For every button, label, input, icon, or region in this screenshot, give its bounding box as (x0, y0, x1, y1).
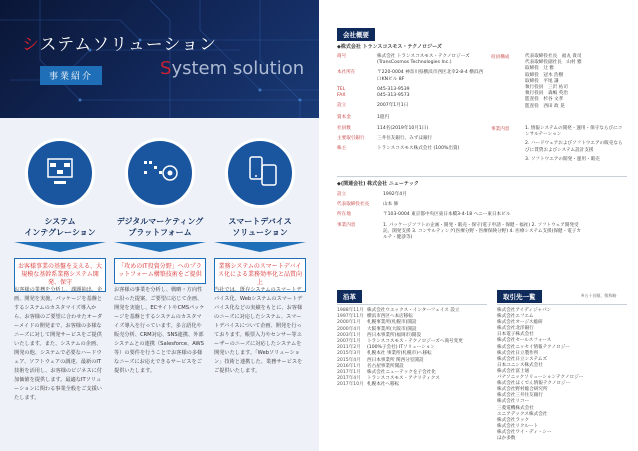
service-description: お客様の事業を分析し、戦略・方向性に沿った提案、ご要望に応じて企画、開発を実施し、ECサイトやCMSパッケージを基盤とするシステムのカスタマイズ導入を行っています。多言語化や販売分析、CRM対応、SNS連携、外部システムとの連携（Salesforce、AWS等）の要件を行うことでお客様の多様なニーズにお応えできるサービスをご提供いたします。 (114, 287, 205, 374)
officer-item: 監査役 杉谷 文孝 (525, 97, 564, 103)
officer-item: 監査役 西田 政 晃 (525, 103, 565, 109)
system-integration-icon (25, 138, 95, 208)
related-row (337, 223, 627, 242)
title-red-letter: シ (22, 35, 40, 55)
clients-list (497, 308, 629, 442)
client-item: 株式会社三井住友銀行 (497, 393, 543, 399)
digital-marketing-icon (125, 138, 195, 208)
history-year: 1988年11月 (337, 308, 364, 313)
service-title-line2: インテグレーション (24, 228, 96, 237)
officer-item: 取締役 平尾 謙 (525, 78, 559, 84)
business-item: 3. ソフトウエアの開発・運用・販売 (525, 156, 600, 162)
history-year: 2000年4月 (337, 326, 361, 332)
service-title-line2: ソリューション (232, 228, 288, 237)
related-row (337, 192, 627, 198)
history-text: 株式会社ウエックス・インターフェイス 設立 (367, 308, 460, 313)
company-name: ◆株式会社 トランスコスモス・テクノロジーズ (337, 44, 442, 50)
company-row (337, 126, 487, 132)
service-highlight: 「攻めのIT投資分野」へのプラットフォーム構築技術をご提供 (114, 258, 206, 284)
service-title-line2: プラットフォーム (128, 228, 192, 237)
related-company-name: ◆(関連会社) 株式会社 ニューテック (337, 181, 419, 187)
history-text: 西日本事業所(福岡市)開設 (367, 332, 422, 338)
client-item: 日本電子株式会社 (497, 332, 534, 338)
company-row (337, 70, 487, 82)
related-company-table (337, 192, 627, 241)
history-year: 2015年3月 (337, 351, 361, 357)
row-label: 社員数 (337, 125, 351, 131)
client-item: 株式会社富士通 (497, 368, 530, 374)
officer-item: 取締役 冠木 浩樹 (525, 72, 564, 78)
row-value: 〒103-0004 東京都中央区東日本橋3-4-18 ヘニー東日本ビル (383, 212, 511, 218)
history-text: 札幌事業所(札幌市)開設 (367, 320, 417, 326)
history-text: 札幌本社 事業所(札幌市)へ移転 (367, 351, 432, 357)
title-text: ステムソリューション (39, 35, 218, 55)
page-title (22, 30, 217, 55)
row-value: 三井住友銀行、みずほ銀行 (377, 135, 433, 141)
client-item: 株式会社エフエム (497, 314, 534, 320)
smart-device-icon (225, 138, 295, 208)
service-highlight: 業務システムのスマートデバイス化による業務効率化と品質向上 (214, 258, 306, 292)
row-label: 株主 (337, 146, 347, 152)
divider (337, 176, 627, 177)
officer-item: 代表取締役副社長 山村 雅 (525, 60, 582, 66)
history-text: 横浜市西区へ本店移転 (367, 314, 413, 320)
row-value: 114名(2019年10月1日) (377, 125, 429, 131)
row-value: トランスコスモス株式会社 (100%出資) (377, 146, 460, 152)
row-value: 株式会社 トランスコスモス・テクノロジーズ (TransCosmos Technologies Inc.) (377, 54, 470, 66)
business-item: 1. 情報システムの開発・運用・保守ならびにコンサルテーション (525, 126, 623, 138)
client-item: 株式会社野村総合研究所 (497, 387, 548, 393)
row-value: 2007年1月1日 (377, 103, 409, 109)
service-title (12, 216, 108, 238)
history-heading: 沿革 (337, 290, 362, 303)
row-label: 主要取引銀行 (337, 135, 365, 141)
client-item: 株式会社ワイ・ディ・シー (497, 429, 552, 435)
row-label: FAX (337, 93, 346, 99)
history-text: (100%子会社) ITソリューション (367, 345, 435, 351)
company-row (337, 93, 487, 99)
service-title (212, 216, 308, 238)
client-item: ユニアデックス株式会社 (497, 411, 548, 417)
history-year: 2016年1月 (337, 363, 361, 369)
history-year: 2011年2月 (337, 345, 361, 351)
english-heading-red-letter: S (160, 58, 172, 79)
row-label: TEL (337, 86, 346, 92)
officers-list (525, 54, 625, 110)
history-year: 1997年11月 (337, 314, 364, 320)
service-column-digital-marketing (112, 138, 208, 451)
company-row (337, 103, 487, 109)
row-value: 045-313-9539 (377, 86, 410, 92)
officer-item: 代表取締役社長 福丸 貴司 (525, 54, 582, 59)
client-item: 株式会社リコー (497, 399, 530, 405)
row-value: 1億円 (377, 115, 390, 121)
history-year: 2000年1月 (337, 320, 361, 326)
row-value: 045-313-9573 (377, 93, 410, 99)
row-value: 〒220-0004 神奈川県横浜市西区北幸2-8-4 横浜西口KNビル 8F (377, 70, 484, 82)
history-text: トランスコスモス・テクノロジーズへ商号変更 (367, 339, 463, 345)
client-item: 株式会社リクルート (497, 423, 539, 429)
row-label: 商号 (337, 54, 347, 59)
row-label: 設立 (337, 192, 347, 197)
officer-item: 執行役員 三沢 祐司 (525, 85, 568, 91)
company-row (337, 136, 487, 142)
english-heading-text: ystem solution (171, 58, 305, 79)
client-item: 株式会社日立システムズ (497, 356, 548, 362)
history-text: 株式会社ニューテックを子会社化 (367, 370, 436, 376)
clients-heading: 取引先一覧 (497, 290, 542, 303)
service-title (112, 216, 208, 238)
history-text: 西日本事業所 関西分室開設 (367, 357, 424, 363)
arrow-down-icon (214, 242, 306, 252)
officer-item: 執行役員 森嶋 英治 (525, 91, 568, 97)
arrow-down-icon (14, 242, 106, 252)
client-item: 株式会社北洋銀行 (497, 326, 534, 332)
business-item: 2. ハードウェアおよびソフトウエアの販売ならびに賃貸およびシステム設計支援 (525, 141, 623, 153)
company-overview-heading: 会社概要 (337, 28, 375, 41)
history-year: 2017年4月 (337, 376, 361, 382)
row-label: 所在地 (337, 212, 351, 218)
officer-item: 取締役 辻 雅 (525, 66, 555, 72)
company-info-table (337, 54, 487, 152)
related-row (337, 212, 627, 218)
company-row (337, 54, 487, 66)
service-description: 当社では、既存システムのスマートデバイス化、Webシステムのスマートデバイス化などの実績をもとに、お客様のニーズに対応したシステム、スマートデバイスについて企画、開発を行っております。帳票入力やセンサー等ユーザーのニーズに対応したシステムを開発いたします。「Webソリューション」技術と連携した、業務サービスをご提供いたします。 (214, 287, 303, 374)
row-label: 資本金 (337, 115, 351, 121)
section-subtitle: 事業紹介 (40, 66, 102, 85)
history-year: 2017年10月 (337, 382, 364, 388)
business-label: 事業内容 (491, 127, 510, 132)
client-item: 株式会社ニッセイ情報テクノロジー (497, 344, 570, 350)
history-text: 大阪事業所(大阪市)開設 (367, 326, 417, 332)
divider (497, 304, 627, 305)
history-year: 2007年1月 (337, 339, 361, 345)
history-year: 2003年1月 (337, 332, 361, 338)
history-text: 札幌本社へ移転 (367, 382, 400, 388)
client-item: 株式会社日立製作所 (497, 350, 539, 356)
service-description: お客様の業務を分析し、課題抽出、企画、開発を実施。パッケージを基盤とするシステムのカスタマイズ導入から、お客様のご要望に合わせたオーダーメイドの開発まで、お客様の多様なニーズに対して開発サービスをご提供いたします。また、システムの企画、開発の他、システムで必要なハードウェア、ソフトウェアの調達、最新のIT技術を活用し、お客様のビジネスに付加価値を提供します。最適なITソリューションに関わる事業全般をご支援いたします。 (14, 287, 103, 401)
client-item: 株式会社オージス総研 (497, 320, 543, 326)
service-title-line1: スマートデバイス (228, 217, 292, 226)
officers-label: 役員構成 (491, 55, 510, 60)
company-row (337, 115, 487, 121)
clients-note: ※五十音順、敬称略 (581, 293, 617, 298)
service-title-line1: デジタルマーケティング (116, 217, 204, 226)
related-row (337, 202, 627, 208)
row-label: 代表取締役社長 (337, 202, 370, 208)
company-row (337, 146, 487, 152)
history-year: 2015年4月 (337, 357, 361, 363)
service-column-smart-device (212, 138, 308, 451)
client-item: 日本ユニシス株式会社 (497, 362, 543, 368)
service-column-system-integration (12, 138, 108, 451)
row-label: 事業内容 (337, 222, 356, 228)
history-list (337, 308, 489, 389)
row-value: 山本 修 (383, 202, 399, 208)
right-page (319, 0, 638, 451)
client-item: 株式会社ほくでん情報テクノロジー (497, 381, 571, 387)
service-title-line1: システム (44, 217, 76, 226)
business-list (525, 126, 625, 163)
row-value: 1992年4月 (383, 192, 407, 197)
english-heading (160, 58, 304, 79)
row-value: 1. パッケージソフトの企画・開発・販売・保守(電子申請・保健・福祉) 2. ソフトウェア開発受託、開発支援 3. コンサルティング(医療分野・医療保険分野) 4. 医療システム支援(保健・電子カルテ・健診等) (383, 222, 581, 241)
row-label: 設立 (337, 103, 347, 109)
services-panel (0, 118, 319, 451)
client-item: 株式会社ラック (497, 417, 530, 423)
client-item: パナソニックソリューションテクノロジー (497, 375, 584, 381)
service-highlight: お客様事業の基盤を支える、大規模な基幹系業務システム開発、保守 (14, 258, 106, 292)
row-label: 本社所在 (337, 70, 356, 76)
arrow-down-icon (114, 242, 206, 252)
history-text: 名古屋事業所開設 (367, 363, 404, 369)
client-item: 株式会社アイディジャパン (497, 308, 552, 313)
client-item: ほか多数 (497, 435, 516, 441)
client-item: 株式会社セールスフォース (497, 338, 552, 344)
history-item (337, 382, 489, 388)
history-text: トランスコスモス・アナリティクス (367, 376, 440, 382)
divider (337, 304, 487, 305)
history-year: 2017年1月 (337, 370, 361, 376)
client-item: 三菱電機株式会社 (497, 405, 534, 411)
